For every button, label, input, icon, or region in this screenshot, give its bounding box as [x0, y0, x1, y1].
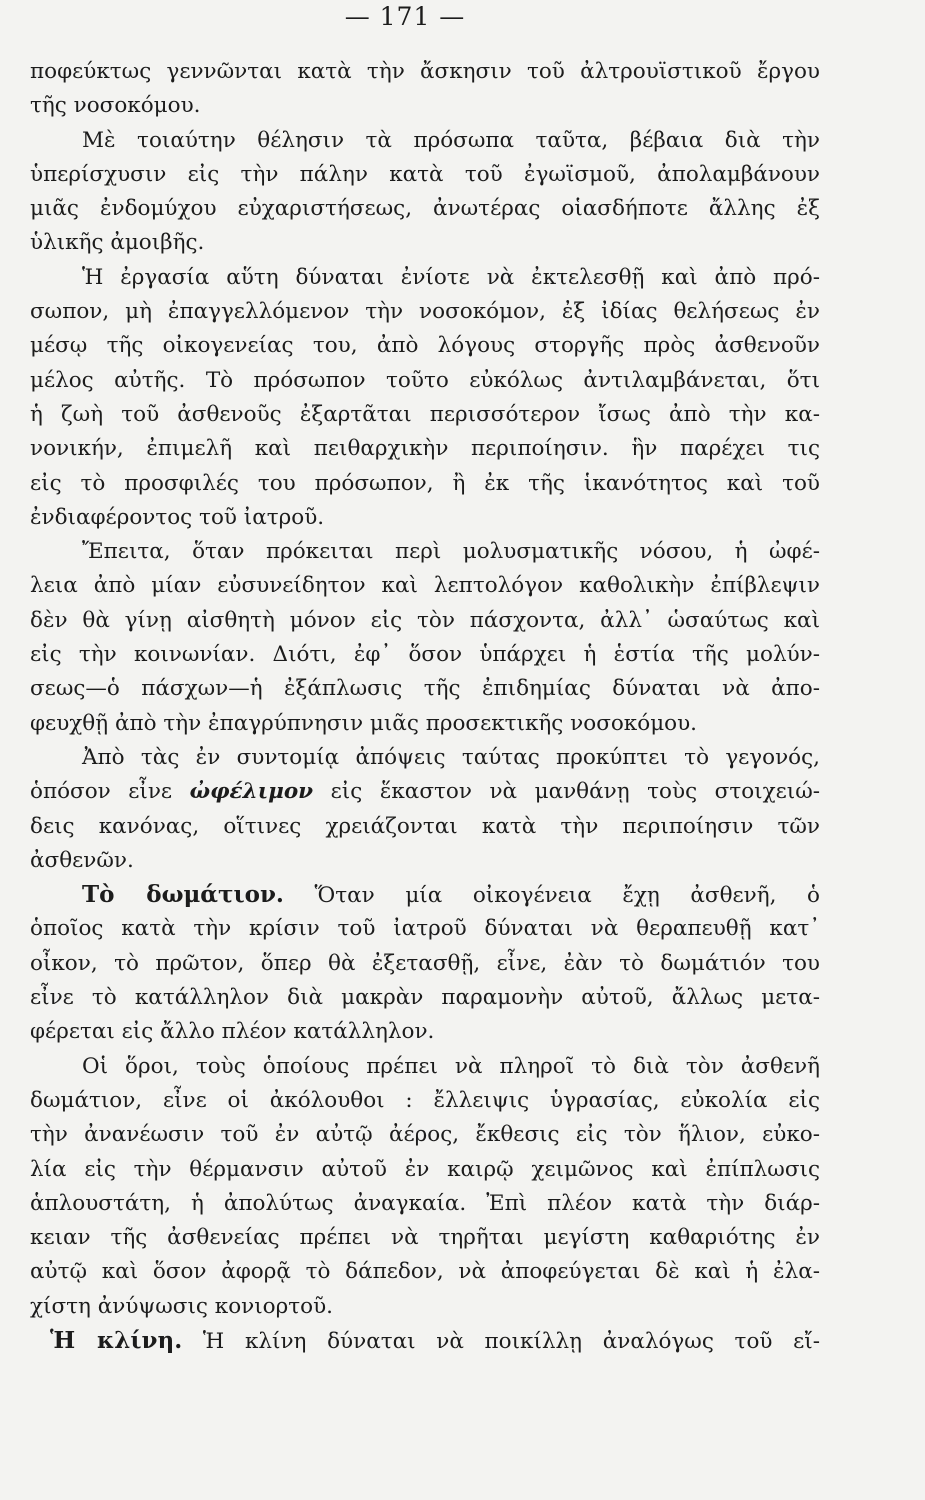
- text-line: εἰς τὸ προσφιλές του πρόσωπον, ἢ ἐκ τῆς ἱκανότητος καὶ τοῦ: [30, 470, 820, 496]
- text-line: μιᾶς ἐνδομύχου εὐχαριστήσεως, ἀνωτέρας οἱασδήποτε ἄλλης ἐξ: [30, 196, 820, 222]
- text-line: λία εἰς τὴν θέρμανσιν αὐτοῦ ἐν καιρῷ χειμῶνος καὶ ἐπίπλωσις: [30, 1156, 820, 1182]
- text-run: Ὅταν μία οἰκογένεια ἔχῃ ἀσθενῆ, ὁ: [283, 883, 820, 909]
- text-line: τῆς νοσοκόμου.: [30, 93, 201, 119]
- text-line: μέσῳ τῆς οἰκογενείας του, ἀπὸ λόγους στοργῆς πρὸς ἀσθενοῦν: [30, 333, 820, 359]
- text-line: ὑλικῆς ἀμοιβῆς.: [30, 230, 205, 256]
- text-line: νονικήν, ἐπιμελῆ καὶ πειθαρχικὴν περιποίησιν. ἣν παρέχει τις: [30, 436, 820, 462]
- text-run: Ἡ κλίνη δύναται νὰ ποικίλλῃ ἀναλόγως τοῦ εἴ-: [182, 1328, 820, 1354]
- text-line: Οἱ ὅροι, τοὺς ὁποίους πρέπει νὰ πληροῖ τὸ διὰ τὸν ἀσθενῆ: [82, 1053, 820, 1079]
- body-text: [30, 55, 820, 1358]
- section-heading-room: Τὸ δωμάτιον.: [82, 881, 284, 909]
- text-line: [30, 1324, 820, 1358]
- text-line: ἀσθενῶν.: [30, 847, 134, 873]
- text-line: ὑπερίσχυσιν εἰς τὴν πάλην κατὰ τοῦ ἐγωϊσμοῦ, ἀπολαμβάνουν: [30, 161, 820, 187]
- text-line: σεως—ὁ πάσχων—ἡ ἐξάπλωσις τῆς ἐπιδημίας δύναται νὰ ἀπο-: [30, 676, 820, 702]
- text-line: εἰς τὴν κοινωνίαν. Διότι, ἐφ᾽ ὅσον ὑπάρχει ἡ ἑστία τῆς μολύν-: [30, 642, 820, 668]
- text-line: Μὲ τοιαύτην θέλησιν τὰ πρόσωπα ταῦτα, βέβαια διὰ τὴν: [82, 127, 820, 153]
- text-line: σωπον, μὴ ἐπαγγελλόμενον τὴν νοσοκόμον, ἐξ ἰδίας θελήσεως ἐν: [30, 299, 820, 325]
- text-line: οἶκον, τὸ πρῶτον, ὅπερ θὰ ἐξετασθῇ, εἶνε, ἐὰν τὸ δωμάτιόν του: [30, 950, 820, 976]
- text-line: Ἔπειτα, ὅταν πρόκειται περὶ μολυσματικῆς νόσου, ἡ ὠφέ-: [82, 539, 820, 565]
- text-line: ἁπλουστάτη, ἡ ἀπολύτως ἀναγκαία. Ἐπὶ πλέον κατὰ τὴν διάρ-: [30, 1190, 820, 1216]
- text-line: κειαν τῆς ἀσθενείας πρέπει νὰ τηρῆται μεγίστη καθαριότης ἐν: [30, 1225, 820, 1251]
- text-line: [30, 878, 820, 912]
- text-line: χίστη ἀνύψωσις κονιορτοῦ.: [30, 1293, 333, 1319]
- text-line: μέλος αὐτῆς. Τὸ πρόσωπον τοῦτο εὐκόλως ἀντιλαμβάνεται, ὅτι: [30, 367, 820, 393]
- page-number: — 171 —: [344, 2, 466, 31]
- text-line: δωμάτιον, εἶνε οἱ ἀκόλουθοι : ἔλλειψις ὑγρασίας, εὐκολία εἰς: [30, 1087, 820, 1113]
- emphasized-word: ὠφέλιμον: [189, 779, 314, 805]
- text-line: φευχθῇ ἀπὸ τὴν ἐπαγρύπνησιν μιᾶς προσεκτικῆς νοσοκόμου.: [30, 710, 698, 736]
- text-line: λεια ἀπὸ μίαν εὐσυνείδητον καὶ λεπτολόγον καθολικὴν ἐπίβλεψιν: [30, 573, 820, 599]
- text-run: εἰς ἕκαστον νὰ μανθάνῃ τοὺς στοιχειώ-: [313, 779, 820, 805]
- text-line: δὲν θὰ γίνῃ αἰσθητὴ μόνον εἰς τὸν πάσχοντα, ἀλλ᾽ ὡσαύτως καὶ: [30, 607, 820, 633]
- text-line: Ἀπὸ τὰς ἐν συντομίᾳ ἀπόψεις ταύτας προκύπτει τὸ γεγονός,: [82, 744, 820, 770]
- text-line: ποφεύκτως γεννῶνται κατὰ τὴν ἄσκησιν τοῦ ἀλτρουϊστικοῦ ἔργου: [30, 59, 820, 84]
- text-line: [30, 775, 820, 809]
- text-line: ἐνδιαφέροντος τοῦ ἰατροῦ.: [30, 504, 325, 530]
- section-heading-bed: Ἡ κλίνη.: [50, 1326, 183, 1354]
- text-line: αὐτῷ καὶ ὅσον ἀφορᾷ τὸ δάπεδον, νὰ ἀποφεύγεται δὲ καὶ ἡ ἐλα-: [30, 1259, 820, 1285]
- text-line: ἡ ζωὴ τοῦ ἀσθενοῦς ἐξαρτᾶται περισσότερον ἴσως ἀπὸ τὴν κα-: [30, 401, 820, 427]
- text-line: τὴν ἀνανέωσιν τοῦ ἐν αὐτῷ ἀέρος, ἔκθεσις εἰς τὸν ἥλιον, εὐκο-: [30, 1122, 820, 1148]
- text-line: Ἡ ἐργασία αὕτη δύναται ἐνίοτε νὰ ἐκτελεσθῇ καὶ ἀπὸ πρό-: [82, 264, 820, 290]
- text-line: δεις κανόνας, οἵτινες χρειάζονται κατὰ τὴν περιποίησιν τῶν: [30, 813, 820, 839]
- text-line: φέρεται εἰς ἄλλο πλέον κατάλληλον.: [30, 1019, 435, 1045]
- text-line: εἶνε τὸ κατάλληλον διὰ μακρὰν παραμονὴν αὐτοῦ, ἄλλως μετα-: [30, 985, 820, 1011]
- text-line: ὁποῖος κατὰ τὴν κρίσιν τοῦ ἰατροῦ δύναται νὰ θεραπευθῇ κατ᾽: [30, 916, 820, 942]
- text-run: ὁπόσον εἶνε: [30, 779, 190, 805]
